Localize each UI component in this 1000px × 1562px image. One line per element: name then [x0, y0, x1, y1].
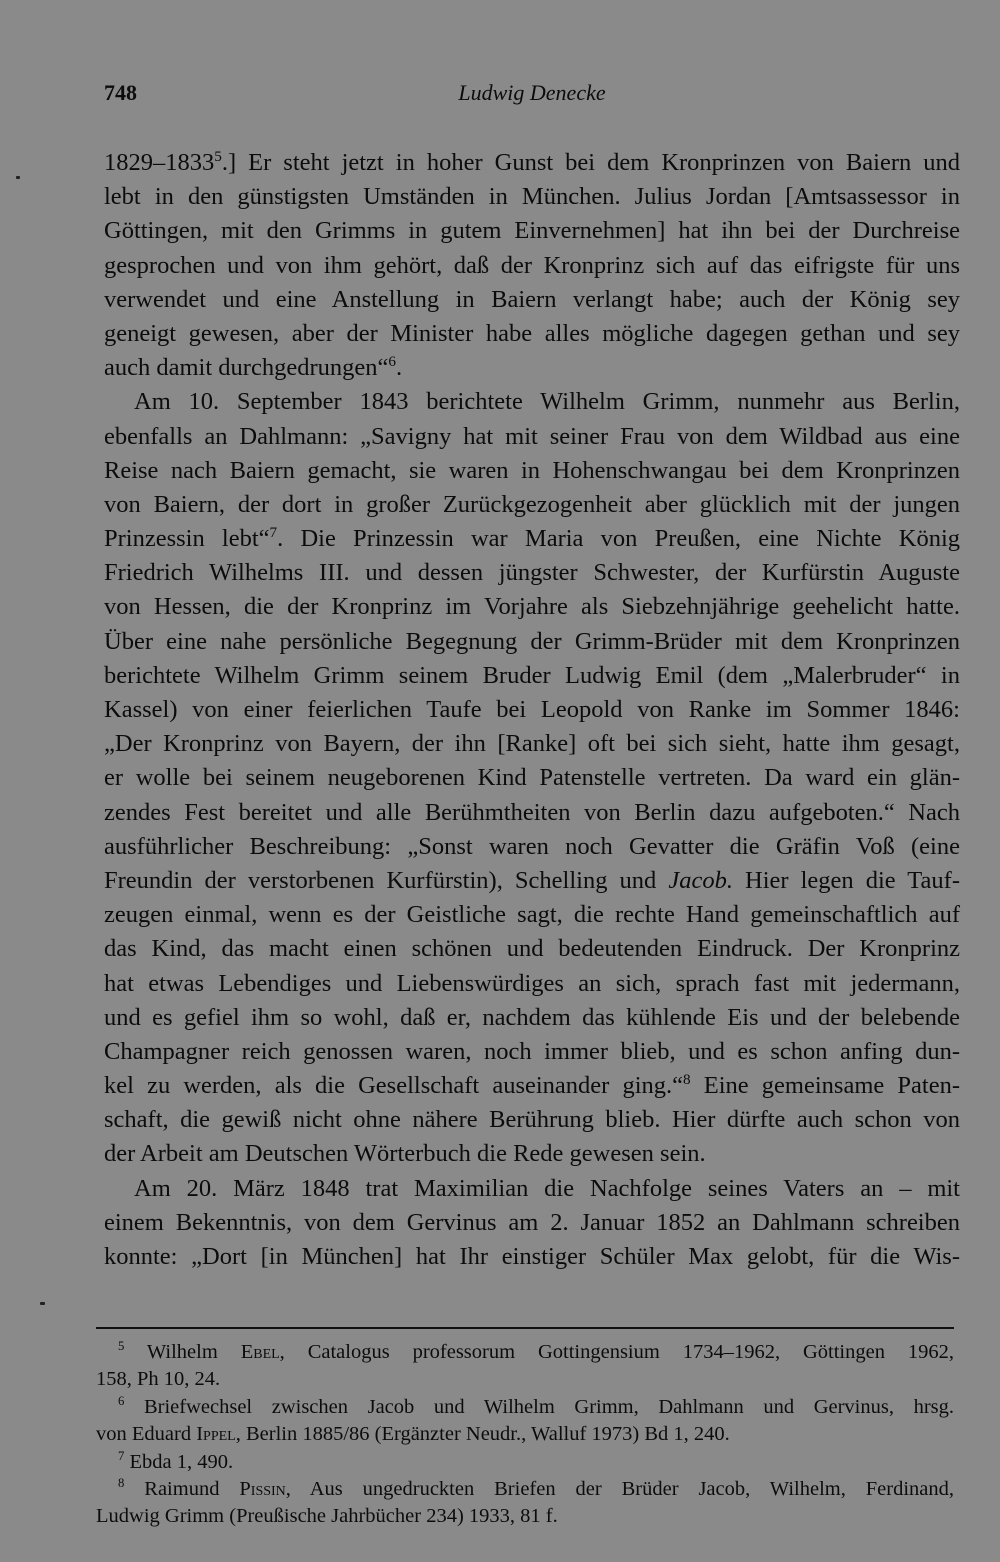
footnotes [96, 1339, 954, 1531]
text-line: von Baiern, der dort in großer Zurückgezogenheit aber glücklich mit der jungen [104, 490, 960, 518]
text-line: ebenfalls an Dahlmann: „Savigny hat mit seiner Frau von dem Wildbad aus eine [104, 422, 960, 450]
scan-speck [40, 1302, 45, 1305]
text-line: Am 20. März 1848 trat Maximilian die Nachfolge seines Vaters an – mit [134, 1174, 960, 1202]
text-line: der Arbeit am Deutschen Wörterbuch die Rede gewesen sein. [104, 1140, 706, 1168]
body-text [104, 146, 960, 1274]
footnote-marker: 6 [118, 1393, 125, 1408]
text-line: verwendet und eine Anstellung in Baiern verlangt habe; auch der König sey [104, 285, 960, 313]
text-line: gesprochen und von ihm gehört, daß der Kronprinz sich auf das eifrigste für uns [104, 251, 960, 279]
footnote-marker: 8 [118, 1476, 125, 1491]
footnote-5-cont: 158, Ph 10, 24. [96, 1368, 221, 1391]
author-name: Ebel [240, 1341, 280, 1363]
text-line: geneigt gewesen, aber der Minister habe alles mögliche dagegen gethan und sey [104, 319, 960, 347]
footnote-6-cont: von Eduard Ippel, Berlin 1885/86 (Ergänzter Neudr., Walluf 1973) Bd 1, 240. [96, 1423, 730, 1446]
text-line: von Hessen, die der Kronprinz im Vorjahre als Siebzehnjährige geehelicht hatte. [104, 593, 960, 621]
page-number: 748 [104, 80, 137, 105]
scan-speck [16, 176, 20, 179]
text-line: Göttingen, mit den Grimms in gutem Einvernehmen] hat ihn bei der Durchreise [104, 217, 960, 245]
footnote-ref: 7 [269, 523, 278, 541]
text-line: und es gefiel ihm so wohl, daß er, nachdem das kühlende Eis und der belebende [104, 1003, 960, 1031]
footnote-ref: 5 [214, 147, 222, 165]
emphasis-jacob: Jacob. [668, 866, 733, 894]
text-line: auch damit durchgedrungen“$^6$. [104, 352, 403, 382]
footnote-8: $^8$ Raimund Pissin, Aus ungedruckten Briefen der Brüder Jacob, Wilhelm, Ferdinand, [118, 1476, 954, 1500]
text-line: konnte: „Dort [in München] hat Ihr einstiger Schüler Max gelobt, für die Wis- [104, 1243, 960, 1270]
text-line: er wolle bei seinem neugeborenen Kind Patenstelle vertreten. Da ward ein glän- [104, 764, 960, 792]
running-head [104, 80, 960, 110]
text-line: hat etwas Lebendiges und Liebenswürdiges an sich, sprach fast mit jedermann, [104, 969, 960, 997]
text-line: „Der Kronprinz von Bayern, der ihn [Ranke] oft bei sich sieht, hatte ihm gesagt, [104, 730, 960, 758]
text-line: kel zu werden, als die Gesellschaft auseinander ging.“$^8$ Eine gemeinsame Paten- [104, 1070, 960, 1100]
text-line: Reise nach Baiern gemacht, sie waren in Hohenschwangau bei dem Kronprinzen [104, 456, 960, 484]
text-line: zeugen einmal, wenn es der Geistliche sagt, die rechte Hand gemeinschaftlich auf [104, 901, 960, 929]
text-line: schaft, die gewiß nicht ohne nähere Berührung blieb. Hier dürfte auch schon von [104, 1106, 960, 1134]
text-line: Freundin der verstorbenen Kurfürstin), Schelling und Jacob. Hier legen die Tauf- [104, 866, 960, 894]
footnote-divider [96, 1327, 954, 1329]
footnote-ref: 8 [683, 1070, 691, 1088]
text-line: das Kind, das macht einen schönen und bedeutenden Eindruck. Der Kronprinz [104, 935, 960, 963]
text-line: 1829–1833$^5$.] Er steht jetzt in hoher Gunst bei dem Kronprinzen von Baiern und [104, 147, 960, 176]
footnote-marker: 5 [118, 1339, 125, 1354]
author-name: Pissin [239, 1477, 286, 1500]
running-title: Ludwig Denecke [458, 80, 606, 105]
footnote-marker: 7 [118, 1448, 125, 1463]
text-line: Am 10. September 1843 berichtete Wilhelm Grimm, nunmehr aus Berlin, [134, 388, 960, 416]
author-name: Ippel [196, 1423, 236, 1446]
text-line: Champagner reich genossen waren, noch immer blieb, und es schon anfing dun- [104, 1037, 960, 1065]
footnote-ref: 6 [388, 352, 396, 370]
text-line: Über eine nahe persönliche Begegnung der Grimm-Brüder mit dem Kronprinzen [104, 627, 960, 655]
footnote-6: $^6$ Briefwechsel zwischen Jacob und Wilhelm Grimm, Dahlmann und Gervinus, hrsg. [118, 1393, 955, 1418]
text-line: einem Bekenntnis, von dem Gervinus am 2. Januar 1852 an Dahlmann schreiben [104, 1208, 960, 1236]
text-line: lebt in den günstigsten Umständen in München. Julius Jordan [Amtsassessor in [104, 183, 960, 211]
text-line: ausführlicher Beschreibung: „Sonst waren noch Gevatter die Gräfin Voß (eine [104, 832, 960, 860]
text-line: Prinzessin lebt“$^7$. Die Prinzessin war Maria von Preußen, eine Nichte König [104, 523, 960, 553]
text-line: Kassel) von einer feierlichen Taufe bei Leopold von Ranke im Sommer 1846: [104, 696, 960, 723]
text-line: zendes Fest bereitet und alle Berühmtheiten von Berlin dazu aufgeboten.“ Nach [104, 798, 960, 826]
footnote-5: $^5$ Wilhelm Ebel, Catalogus professorum Gottingensium 1734–1962, Göttingen 1962, [118, 1339, 954, 1363]
text-line: Friedrich Wilhelms III. und dessen jüngster Schwester, der Kurfürstin Auguste [104, 559, 960, 587]
footnote-8-cont: Ludwig Grimm (Preußische Jahrbücher 234) 1933, 81 f. [96, 1505, 558, 1528]
footnote-7: $^7$ Ebda 1, 490. [118, 1448, 234, 1473]
text-line: berichtete Wilhelm Grimm seinem Bruder Ludwig Emil (dem „Malerbruder“ in [104, 661, 960, 689]
